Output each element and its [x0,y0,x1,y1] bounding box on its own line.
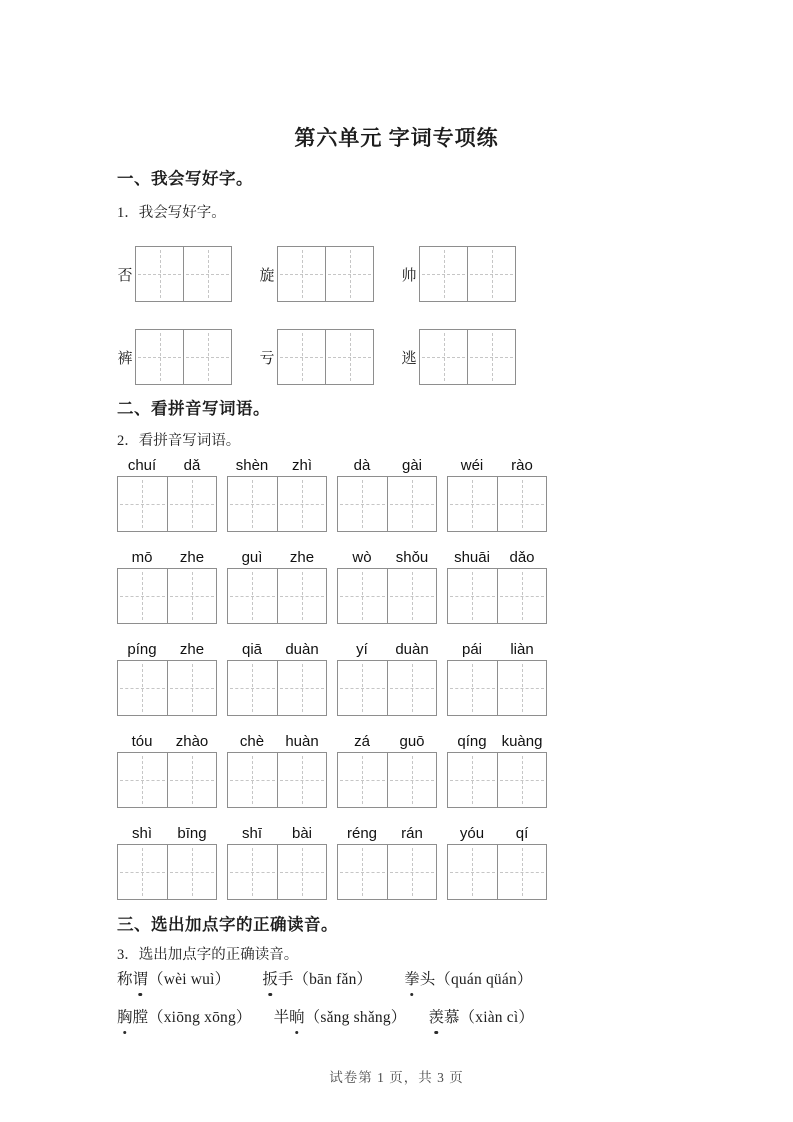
target-word [404,971,435,988]
grid-cell [228,661,277,715]
grid-cell [136,247,183,301]
pronunciation-item [117,969,230,991]
grid-cell [497,753,547,807]
grid-cell [118,569,167,623]
pronunciation-item [429,1007,535,1029]
character-grid-unit [117,329,232,385]
pinyin-syllable: huàn [285,733,319,750]
pinyin-syllable: shuāi [454,549,490,566]
character-writing-rows [117,246,733,385]
grid-cell [167,477,217,531]
pinyin-labels [117,729,217,752]
grid-cell [277,753,327,807]
pinyin-word-group [117,729,217,808]
grid-cell [338,845,387,899]
pinyin-row [117,545,733,624]
grid-cell [228,477,277,531]
pinyin-syllable: chè [239,733,265,750]
pronunciation-options: （xiōng xōng） [148,1009,252,1026]
pinyin-syllable: rán [401,825,423,842]
pinyin-labels [227,729,327,752]
grid-cell [167,845,217,899]
section2-heading: 二、看拼音写词语。 [117,399,270,418]
pinyin-labels [337,637,437,660]
model-character: 旋 [259,267,275,284]
pinyin-word-group [227,821,327,900]
pinyin-word-group [447,545,547,624]
pinyin-word-group [337,637,437,716]
grid-cell [167,753,217,807]
writing-grid [227,660,327,716]
character: 慕 [444,1009,460,1026]
pinyin-syllable: shì [131,825,152,842]
grid-cell [338,661,387,715]
page-number-footer: 试卷第 1 页，共 3 页 [329,1070,464,1085]
pronunciation-options: （sǎng shǎng） [304,1009,407,1026]
grid-cell [183,247,231,301]
pinyin-labels [337,545,437,568]
pinyin-word-group [117,453,217,532]
grid-cell [387,753,437,807]
pinyin-syllable: liàn [510,641,534,658]
writing-grid [227,568,327,624]
pronunciation-item [274,1007,407,1029]
pinyin-syllable: tóu [131,733,153,750]
pinyin-word-group [337,453,437,532]
character-grid-unit [117,246,232,302]
grid-cell [387,845,437,899]
pinyin-labels [447,545,547,568]
grid-cell [167,569,217,623]
grid-cell [387,569,437,623]
pinyin-syllable: shǒu [395,549,429,566]
grid-cell [136,330,183,384]
writing-grid [117,844,217,900]
grid-cell [387,477,437,531]
grid-cell [497,845,547,899]
pinyin-word-group [227,729,327,808]
grid-cell [420,330,467,384]
target-word [262,971,293,988]
writing-grid [337,752,437,808]
dotted-character: 扳 [262,969,278,991]
writing-grid [337,476,437,532]
grid-cell [497,477,547,531]
character: 手 [277,971,294,988]
grid-cell [228,845,277,899]
grid-cell [277,661,327,715]
option-line [117,969,733,991]
grid-cell [278,330,325,384]
pinyin-syllable: zhì [291,457,312,474]
writing-grid [447,568,547,624]
grid-cell [497,569,547,623]
grid-cell [448,477,497,531]
character: 称 [117,971,133,988]
model-character: 否 [117,267,133,284]
writing-grid [447,844,547,900]
grid-cell [467,247,515,301]
page-content [0,167,793,1029]
character-grid-unit [401,329,516,385]
grid-cell [118,845,167,899]
grid-cell [497,661,547,715]
pinyin-syllable: zhe [289,549,315,566]
writing-grid [117,752,217,808]
option-line [117,1007,733,1029]
grid-cell [448,845,497,899]
pinyin-word-group [447,729,547,808]
pinyin-syllable: duàn [285,641,319,658]
pinyin-word-group [447,453,547,532]
writing-grid [227,844,327,900]
target-word [117,971,148,988]
pinyin-syllable: zhe [179,549,205,566]
grid-cell [387,661,437,715]
target-word [274,1009,305,1026]
grid-cell [278,247,325,301]
grid-cell [277,477,327,531]
section3-item-label: 3．选出加点字的正确读音。 [117,947,299,963]
pronunciation-options: （xiàn cì） [459,1009,535,1026]
page-title: 第六单元 字词专项练 [294,126,499,150]
grid-cell [448,753,497,807]
pinyin-syllable: píng [127,641,157,658]
pinyin-syllable: duàn [395,641,429,658]
pinyin-syllable: mō [131,549,153,566]
pinyin-syllable: wéi [460,457,484,474]
character-row [117,329,733,385]
pinyin-syllable: qíng [457,733,487,750]
grid-cell [277,569,327,623]
grid-cell [338,753,387,807]
pinyin-writing-rows [117,453,733,900]
grid-cell [277,845,327,899]
character-grid-unit [259,246,374,302]
grid-cell [325,330,373,384]
model-character: 帅 [401,267,417,284]
pronunciation-item [117,1007,252,1029]
pinyin-syllable: zhe [179,641,205,658]
pinyin-syllable: gài [401,457,423,474]
grid-cell [338,477,387,531]
grid-cell [467,330,515,384]
writing-grid [117,476,217,532]
model-character: 亏 [259,350,275,367]
writing-grid [227,752,327,808]
pinyin-syllable: pái [461,641,483,658]
pinyin-syllable: zá [354,733,370,750]
pinyin-word-group [117,821,217,900]
writing-grid [117,568,217,624]
writing-grid [337,568,437,624]
grid-cell [167,661,217,715]
pinyin-syllable: guō [399,733,425,750]
pinyin-word-group [447,637,547,716]
pinyin-syllable: yóu [459,825,485,842]
target-word [117,1009,148,1026]
pinyin-labels [227,821,327,844]
section1-item-label: 1．我会写好字。 [117,205,226,221]
pinyin-labels [227,453,327,476]
pinyin-word-group [447,821,547,900]
pinyin-labels [337,821,437,844]
pinyin-labels [117,637,217,660]
writing-grid [337,844,437,900]
writing-grid [117,660,217,716]
pinyin-syllable: dǎo [509,549,535,566]
pronunciation-options: （bān fǎn） [293,971,373,988]
pinyin-row [117,729,733,808]
dotted-character: 谓 [133,969,149,991]
dotted-character: 胸 [117,1007,133,1029]
model-character: 裤 [117,350,133,367]
pinyin-word-group [227,453,327,532]
pinyin-word-group [337,729,437,808]
character-grid-unit [259,329,374,385]
grid-cell [448,569,497,623]
pinyin-syllable: rào [511,457,533,474]
pinyin-syllable: dà [353,457,371,474]
pinyin-labels [227,637,327,660]
target-word [429,1009,460,1026]
pinyin-syllable: yí [356,641,368,658]
pinyin-labels [337,453,437,476]
grid-cell [118,661,167,715]
pinyin-labels [117,821,217,844]
writing-grid [419,246,516,302]
pinyin-syllable: shèn [235,457,269,474]
section2-item-label: 2．看拼音写词语。 [117,433,241,449]
pinyin-syllable: zhào [175,733,209,750]
pinyin-syllable: chuí [127,457,157,474]
writing-grid [447,752,547,808]
character-grid-unit [401,246,516,302]
character: 头 [419,971,436,988]
pronunciation-item [404,969,532,991]
section3-heading: 三、选出加点字的正确读音。 [117,915,338,934]
pronunciation-item [262,969,372,991]
pinyin-labels [227,545,327,568]
grid-cell [228,753,277,807]
writing-grid [447,476,547,532]
pinyin-labels [447,637,547,660]
pinyin-row [117,453,733,532]
pinyin-word-group [227,637,327,716]
pinyin-labels [447,729,547,752]
pinyin-row [117,821,733,900]
pinyin-syllable: shī [241,825,262,842]
grid-cell [118,477,167,531]
dotted-character: 羡 [429,1007,445,1029]
pinyin-labels [447,453,547,476]
writing-grid [277,246,374,302]
pinyin-word-group [337,821,437,900]
writing-grid [135,246,232,302]
grid-cell [325,247,373,301]
pinyin-labels [337,729,437,752]
pinyin-labels [117,545,217,568]
model-character: 逃 [401,350,417,367]
pinyin-syllable: qí [515,825,529,842]
writing-grid [337,660,437,716]
pinyin-word-group [117,637,217,716]
writing-grid [447,660,547,716]
grid-cell [338,569,387,623]
character: 半 [273,1009,290,1026]
pronunciation-options: （wèi wuì） [148,971,231,988]
grid-cell [448,661,497,715]
pinyin-word-group [117,545,217,624]
pronunciation-options: （quán qüán） [435,971,533,988]
pronunciation-option-lines [117,969,733,1029]
pinyin-syllable: qiā [241,641,263,658]
pinyin-syllable: bài [291,825,313,842]
writing-grid [419,329,516,385]
pinyin-syllable: wò [352,549,372,566]
pinyin-word-group [227,545,327,624]
dotted-character: 拳 [404,969,420,991]
writing-grid [227,476,327,532]
character: 膛 [132,1009,149,1026]
pinyin-syllable: kuàng [501,733,543,750]
pinyin-word-group [337,545,437,624]
pinyin-labels [117,453,217,476]
pinyin-row [117,637,733,716]
character-row [117,246,733,302]
writing-grid [135,329,232,385]
pinyin-syllable: dǎ [183,457,201,474]
dotted-character: 晌 [289,1007,305,1029]
pinyin-syllable: réng [346,825,378,842]
pinyin-syllable: bīng [177,825,207,842]
writing-grid [277,329,374,385]
pinyin-labels [447,821,547,844]
grid-cell [420,247,467,301]
section1-heading: 一、我会写好字。 [117,169,253,188]
grid-cell [183,330,231,384]
grid-cell [228,569,277,623]
pinyin-syllable: guì [241,549,263,566]
grid-cell [118,753,167,807]
